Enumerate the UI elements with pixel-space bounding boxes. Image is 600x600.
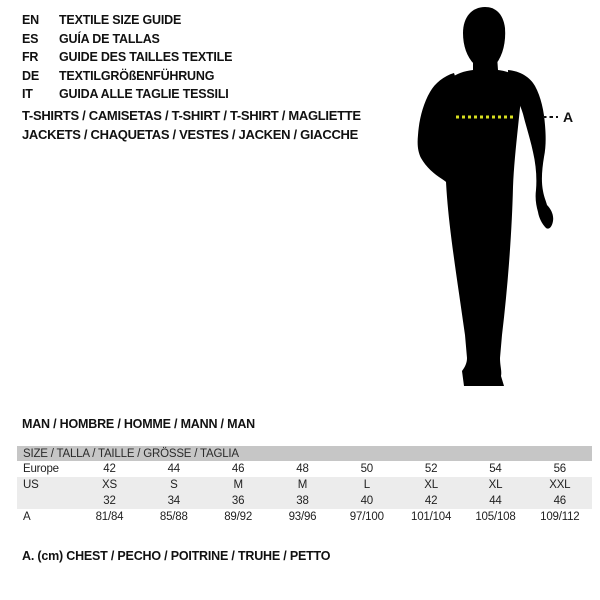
language-label: GUÍA DE TALLAS bbox=[59, 31, 160, 46]
silhouette-head bbox=[463, 7, 505, 64]
language-code: IT bbox=[22, 87, 33, 102]
language-code: FR bbox=[22, 50, 39, 65]
language-row bbox=[22, 67, 232, 86]
table-row-us bbox=[17, 477, 592, 493]
figure-area bbox=[390, 0, 600, 420]
table-cell: 46 bbox=[231, 463, 245, 475]
table-cell: 85/88 bbox=[159, 511, 188, 523]
man-silhouette bbox=[390, 0, 600, 420]
footnote-chest: A. (cm) CHEST / PECHO / POITRINE / TRUHE / PETTO bbox=[22, 549, 331, 563]
table-row-chest bbox=[17, 509, 592, 525]
table-cell: 89/92 bbox=[224, 511, 253, 523]
measure-label-a: A bbox=[563, 109, 574, 125]
size-table bbox=[17, 446, 592, 525]
table-cell: 101/104 bbox=[411, 511, 452, 523]
table-cell: 93/96 bbox=[288, 511, 317, 523]
table-cell: XS bbox=[77, 477, 141, 493]
table-cell: 32 bbox=[77, 493, 141, 509]
table-cell: 34 bbox=[142, 493, 206, 509]
category-tshirts: T-SHIRTS / CAMISETAS / T-SHIRT / T-SHIRT / MAGLIETTE bbox=[22, 108, 361, 123]
table-cell: 40 bbox=[335, 493, 399, 509]
table-cell: 97/100 bbox=[349, 511, 384, 523]
category-jackets: JACKETS / CHAQUETAS / VESTES / JACKEN / GIACCHE bbox=[22, 126, 358, 142]
section-title-man: MAN / HOMBRE / HOMME / MANN / MAN bbox=[22, 417, 255, 431]
table-cell: XXL bbox=[528, 477, 592, 493]
table-cell: 54 bbox=[489, 463, 502, 475]
table-cell: A bbox=[23, 511, 31, 523]
table-cell: 42 bbox=[399, 493, 463, 509]
table-cell: 44 bbox=[167, 463, 180, 475]
table-cell: 56 bbox=[553, 463, 566, 475]
table-cell: 105/108 bbox=[475, 511, 516, 523]
language-label: GUIDA ALLE TAGLIE TESSILI bbox=[59, 87, 229, 102]
table-cell: 81/84 bbox=[95, 511, 124, 523]
table-cell: M bbox=[206, 477, 270, 493]
table-cell bbox=[17, 493, 77, 509]
table-row-3 bbox=[17, 493, 592, 509]
language-row bbox=[22, 30, 232, 49]
language-row bbox=[22, 85, 232, 104]
table-cell: US bbox=[17, 477, 77, 493]
language-code: ES bbox=[22, 31, 39, 46]
table-cell: 46 bbox=[528, 493, 592, 509]
table-cell: Europe bbox=[23, 463, 59, 475]
table-cell: 109/112 bbox=[540, 511, 580, 523]
language-code: EN bbox=[22, 13, 39, 28]
table-cell: 38 bbox=[270, 493, 334, 509]
table-cell: XL bbox=[463, 477, 527, 493]
table-cell: 42 bbox=[103, 463, 116, 475]
table-cell: 44 bbox=[463, 493, 527, 509]
table-row-europe bbox=[17, 461, 592, 477]
language-row bbox=[22, 48, 232, 67]
language-label: GUIDE DES TAILLES TEXTILE bbox=[59, 50, 233, 65]
language-row bbox=[22, 11, 232, 30]
table-header-row bbox=[17, 446, 592, 461]
language-list bbox=[22, 11, 232, 104]
category-list bbox=[22, 107, 361, 144]
table-cell: 48 bbox=[296, 463, 309, 475]
table-cell: L bbox=[335, 477, 399, 493]
language-label: TEXTILGRÖßENFÜHRUNG bbox=[59, 68, 215, 83]
table-cell: M bbox=[270, 477, 334, 493]
table-cell: 36 bbox=[206, 493, 270, 509]
table-cell: XL bbox=[399, 477, 463, 493]
table-header-cell: SIZE / TALLA / TAILLE / GRÖSSE / TAGLIA bbox=[17, 446, 592, 461]
table-cell: 50 bbox=[360, 463, 373, 475]
table-cell: 52 bbox=[424, 463, 438, 475]
language-label: TEXTILE SIZE GUIDE bbox=[59, 13, 182, 28]
table-cell: S bbox=[142, 477, 206, 493]
language-code: DE bbox=[22, 68, 39, 83]
